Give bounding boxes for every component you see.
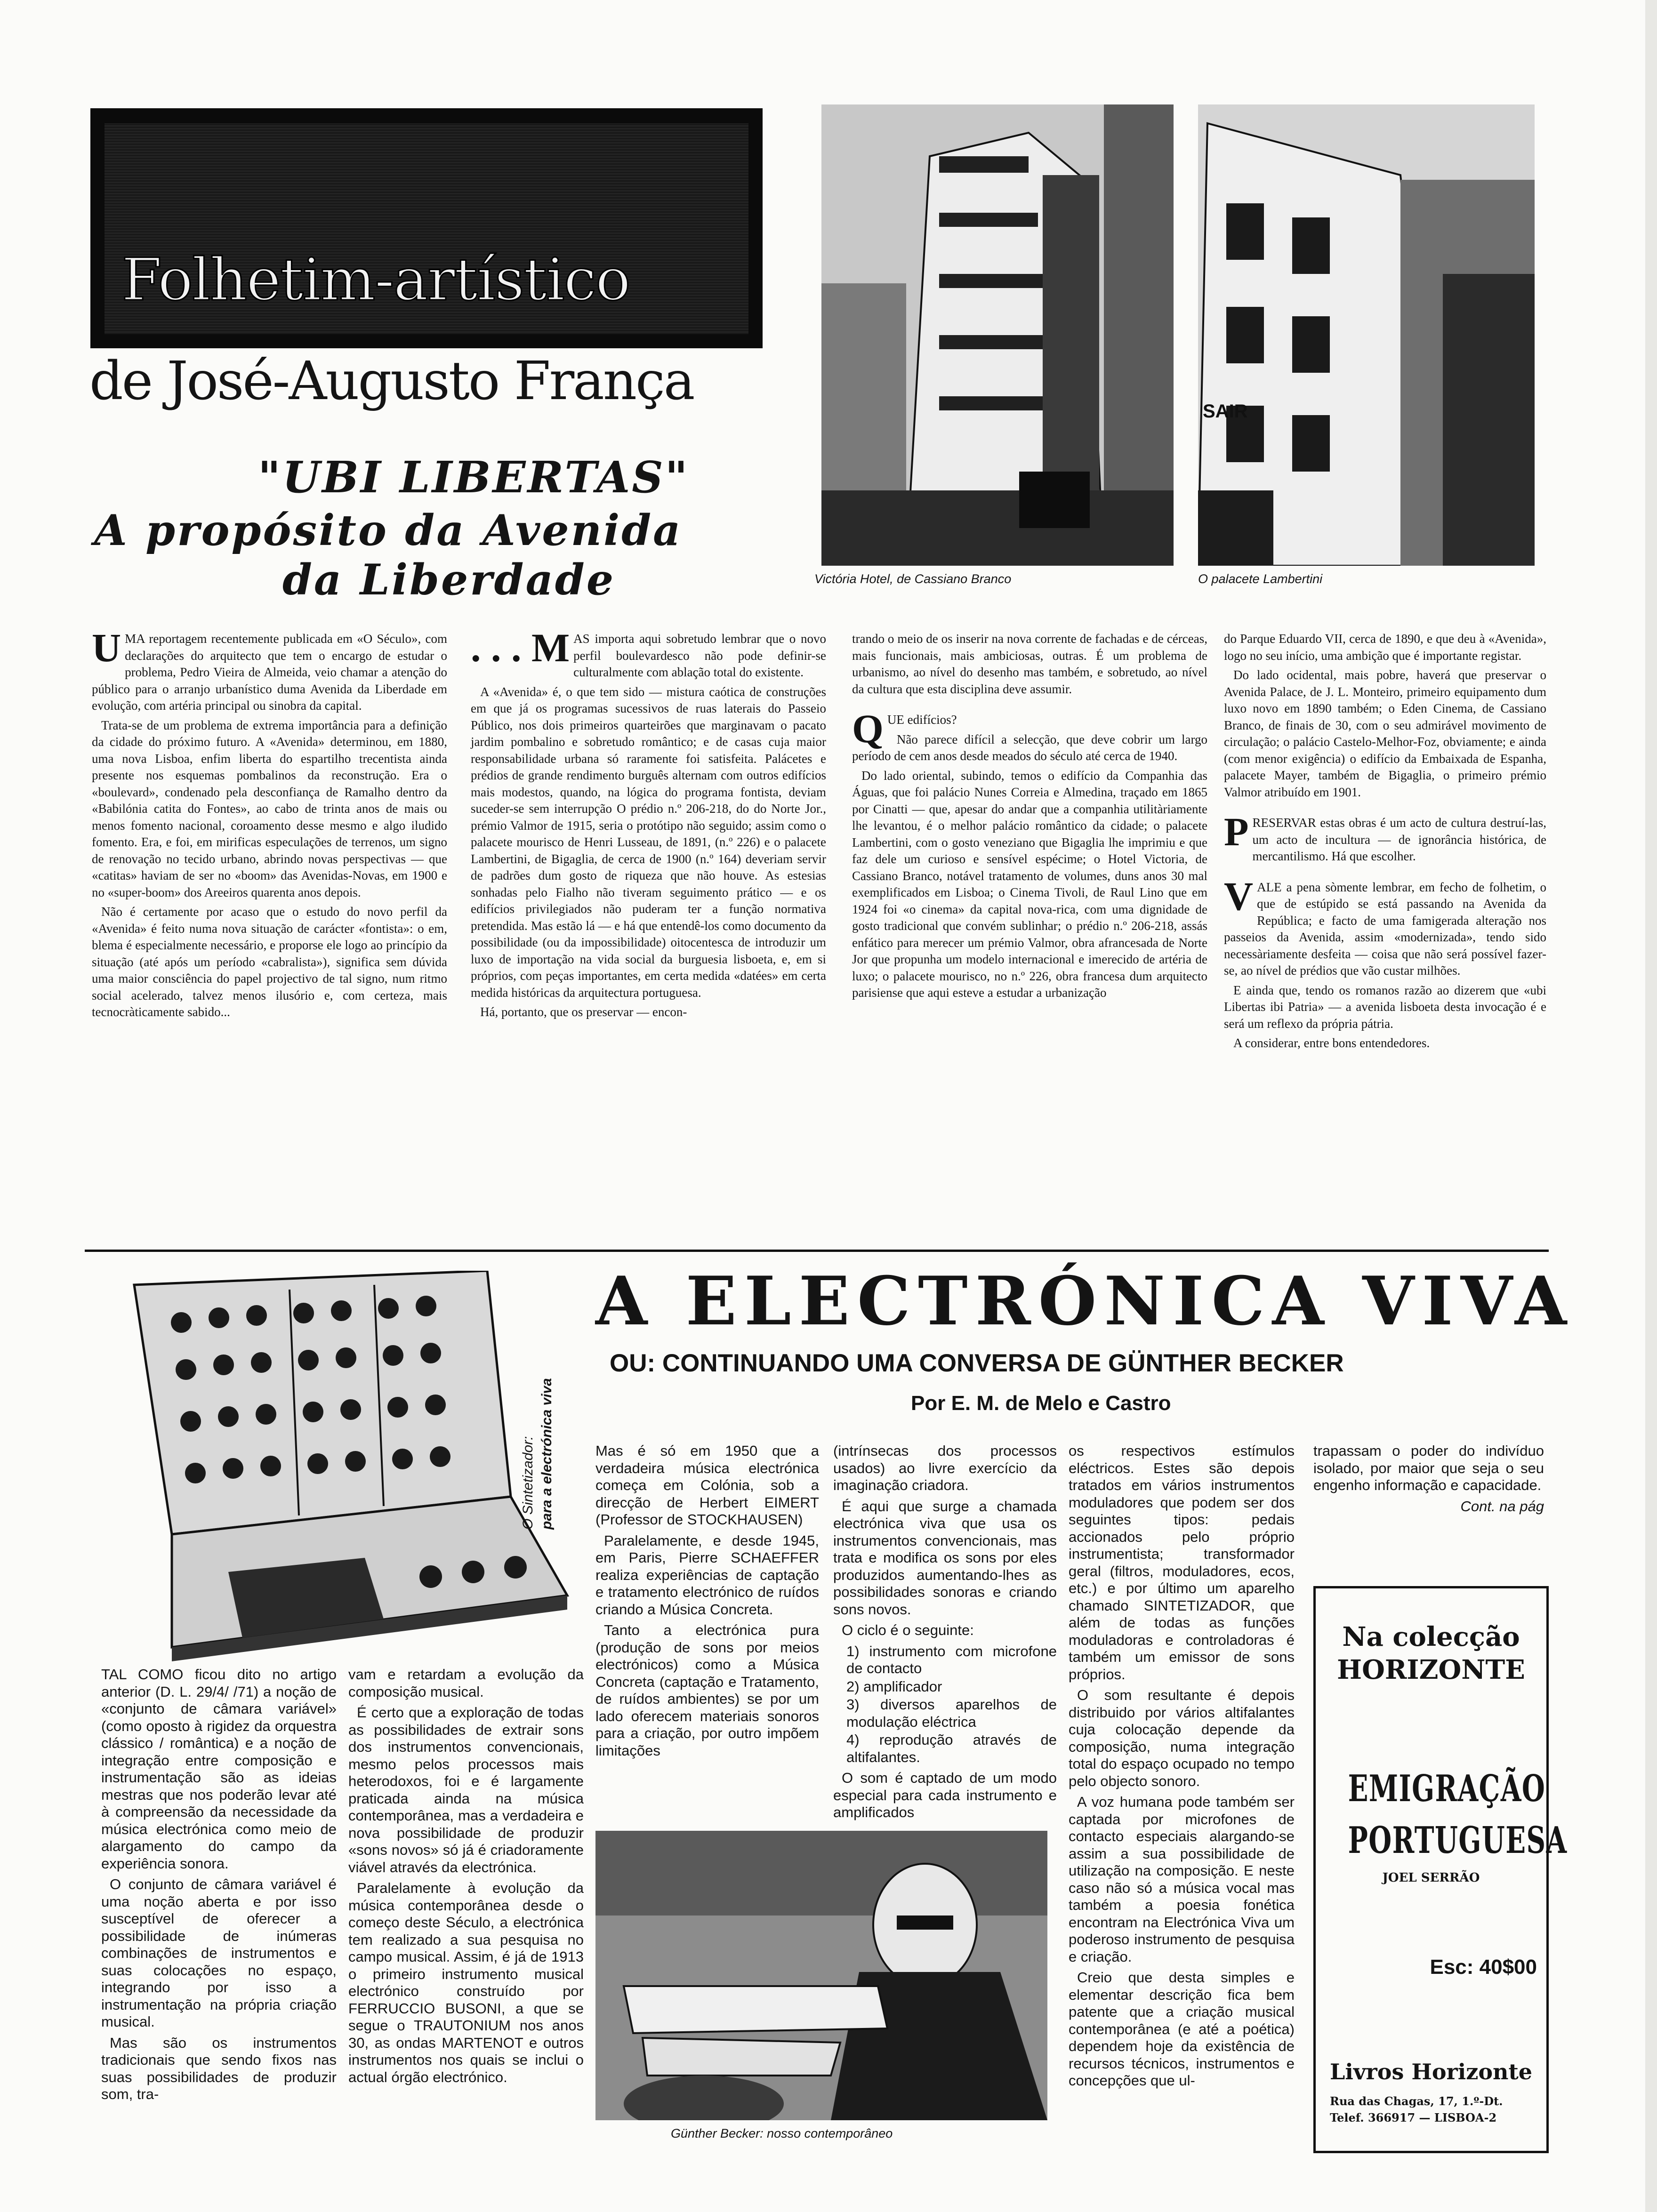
article2-colD-outro: O som é captado de um modo especial para cada instrumento e amplificados: [833, 1770, 1057, 1820]
article1-col4: [1224, 631, 1546, 1055]
article2-colA-para1: TAL COMO ficou dito no artigo anterior (D. L. 29/4/ /71) a noção de «conjunto de câmara variável» (como oposto à rigidez da orquestra clássico / romântica) e a noção de integração entre composição e instrumentação são as ideias mestras que nos poderão levar até à compreensão da necessidade da música electrónica como meio de alargamento do campo da experiência sonora.: [101, 1666, 337, 1872]
ad-phone: Telef. 366917 — LISBOA-2: [1330, 2111, 1497, 2124]
article2-colC-para2: Paralelamente, e desde 1945, em Paris, Pierre SCHAEFFER realiza experiências de captação e tratamento electrónico de ruídos criando a Música Concreta.: [595, 1532, 819, 1618]
palacete-lambertini-photo: [1198, 104, 1535, 566]
dropcap-q: Q: [852, 706, 884, 751]
headline-proposito: A propósito da Avenida: [94, 505, 683, 555]
article2-colB: [348, 1666, 584, 2090]
article2-colE-para2: O som resultante é depois distribuido por vários altifalantes cuja colocação depende da composição, numa integração total do espaço ocupado no tempo pelo objecto sonoro.: [1069, 1687, 1295, 1789]
ad-horizonte: HORIZONTE: [1337, 1654, 1525, 1685]
article2-colE-para1: os respectivos estímulos eléctricos. Estes são depois tratados em vários instrumentos moduladores que podem ser dos seguintes tipos: pedais accionados pelo próprio instrumentista; transformador geral (filtros, moduladores, ecos, etc.) e por último um aparelho chamado SINTETIZADOR, que além de todas as funções moduladoras e controladoras é também um emissor de sons próprios.: [1069, 1443, 1295, 1683]
scan-edge: [1645, 0, 1657, 2212]
gunther-becker-caption: Günther Becker: nosso contemporâneo: [671, 2126, 893, 2140]
ad-author: JOEL SERRÃO: [1382, 1871, 1480, 1885]
article1-col4-para2: Do lado ocidental, mais pobre, haverá que preservar o Avenida Palace, de J. L. Monteiro, primeiro equipamento dum luxo novo em 1890 também; o Eden Cinema, de Cassiano Branco, de finais de 30, com o seu admirável movimento de circulação; o palácio Castelo-Melhor-Foz, obviamente; e ainda (com menor exigência) o edifício da Embaixada de Espanha, palacete Mayer, também de Bigaglia, o primeiro prémio Valmor atribuído em 1901.: [1224, 668, 1546, 799]
article1-col4-para6: A considerar, entre bons entendedores.: [1233, 1036, 1430, 1050]
paragraph: RESERVAR estas obras é um acto de cultura destruí-las, um acto de incultura — de ignorância histórica, de mercantilismo. Há que escolher.: [1252, 816, 1546, 863]
article2-colA-para3: Mas são os instrumentos tradicionais que sendo fixos nas suas possibilidades de produzir som, tra-: [101, 2034, 337, 2102]
electronica-byline: Por E. M. de Melo e Castro: [911, 1392, 1171, 1415]
paragraph: ALE a pena sòmente lembrar, em fecho de folhetim, o que de estúpido se está passando na Avenida da República; e facto de uma famigerada alteração nos passeios da Avenida, assim «modernizada», tendo sido necessàriamente desfeita — coisa que não será possível fazer-se, ao nível de prédios que vão custar milhões.: [1224, 880, 1546, 978]
article2-colE-para4: Creio que desta simples e elementar descrição fica bem patente que a criação musical contemporânea (e até a poética) dependem hoje da existência de recursos técnicos, instrumentos e concepções que ul-: [1069, 1969, 1295, 2089]
article2-colE: [1069, 1443, 1295, 2093]
article2-colB-para1: vam e retardam a evolução da composição musical.: [348, 1666, 584, 1700]
article1-col4-para5: E ainda que, tendo os romanos razão ao dizerem que «ubi Libertas ibi Patria» — a avenida lisboeta desta invocação é e será um reflexo da própria pátria.: [1224, 983, 1546, 1031]
sair-sign: SAIR: [1203, 401, 1248, 422]
article2-colC-para3: Tanto a electrónica pura (produção de sons por meios electrónicos) como a Música Concreta (captação e Tratamento, de ruídos ambientes) se por um lado oferecem materiais sonoros para a criação, por outro impõem limitações: [595, 1622, 819, 1759]
article1-col4-top: do Parque Eduardo VII, cerca de 1890, e que deu à «Avenida», logo no seu início, uma ambição que é importante registar.: [1224, 632, 1546, 663]
article2-colF: [1313, 1443, 1544, 1519]
article2-colA-para2: O conjunto de câmara variável é uma noção aberta e por isso susceptível de oferecer a possibilidade de inúmeras combinações de instrumentos e suas colocações no espaço, integrando por isso a instrumentação na própria criação musical.: [101, 1876, 337, 2030]
article1-col4-para3: [1224, 809, 1546, 865]
dropcap-v: V: [1224, 873, 1254, 919]
paragraph: AS importa aqui sobretudo lembrar que o novo perfil boulevardesco não pode definir-se culturalmente com ablação total do existente.: [573, 632, 826, 679]
article2-colB-para3: Paralelamente à evolução da música contemporânea desde o começo deste Século, a electrónica tem realizado a sua pesquisa no campo musical. Assim, é já de 1913 o primeiro instrumento musical electrónico construído por FERRUCCIO BUSONI, a que se segue o TRAUTONIUM nos anos 30, as ondas MARTENOT e outros instrumentos nos quais se inclui o actual órgão electrónico.: [348, 1880, 584, 2085]
ad-address: Rua das Chagas, 17, 1.º-Dt.: [1330, 2094, 1503, 2108]
horizonte-ad: [1313, 1586, 1568, 2153]
article2-colD: [833, 1443, 1057, 1825]
cycle-item: 2) amplificador: [846, 1678, 942, 1695]
author-line: de José-Augusto França: [89, 351, 694, 412]
ad-publisher: Livros Horizonte: [1330, 2059, 1532, 2084]
article2-colF-para1: trapassam o poder do indivíduo isolado, por maior que seja o seu engenho informação e capacidade.: [1313, 1443, 1544, 1493]
dropcap-m: . . . M: [471, 625, 570, 670]
article1-col3-para1: Não parece difícil a selecção, que deve cobrir um largo período de cem anos desde meados do século até cerca de 1940.: [852, 732, 1207, 763]
synth-caption-line2: para a electrónica viva: [539, 1378, 555, 1530]
synthesizer-drawing: [101, 1271, 577, 1661]
palacete-lambertini-drawing: [1198, 104, 1535, 566]
article2-colC: [595, 1443, 819, 1763]
article1-col2-para3: Há, portanto, que os preservar — encon-: [480, 1005, 687, 1019]
section-divider: [85, 1250, 1549, 1252]
article2-colB-para2: É certo que a exploração de todas as possibilidades de extrair sons dos instrumentos convencionais, mesmo pelos processos mais heterodoxos, foi e é largamente praticada ainda na música contemporânea, mas a verdadeira e nova possibilidade de produzir «sons novos» só já é criadoramente viável através da electrónica.: [348, 1704, 584, 1875]
ad-collection: Na colecção: [1342, 1621, 1520, 1652]
article1-col1: [92, 625, 447, 1024]
article1-col3-top: trando o meio de os inserir na nova corrente de fachadas e de cérceas, mais funcionais, mais ambiciosas, outras. É um problema de urbanismo, ao nível do desenho mas também, e sobretudo, ao nível da cultura que esta disciplina deve assumir.: [852, 632, 1207, 696]
electronica-title: A ELECTRÓNICA VIVA: [595, 1262, 1575, 1340]
article1-col3-para2: Do lado oriental, subindo, temos o edifício da Companhia das Águas, que foi palácio Nunes Correia e Almedina, traçado em 1865 por Cinatti — que, apesar do andar que a companhia utilitàriamente lhe levantou, é o melhor palácio romântico da cidade; o palacete Lambertini, com o gosto veneziano que Bigaglia lhe imprimiu e que faz dele um curioso e sensível espécime; o Hotel Victoria, de Cassiano Branco, notável tratamento de volumes, duns anos 30 mal exemplificados em Lisboa; o Cinema Tivoli, de Raul Lino que em 1924 foi «o cinema» da capital nova-rica, com uma dignidade de gosto tradicional que convém sublinhar; o prédio n.º 206-218, assás enfático para merecer um prémio Valmor, obra afrancesada de Norte Jor que propunha um modelo internacional e imerecido de artéria de luxo; o palacete mourisco, no n.º 226, obra francesa dum arquitecto parisiense que aqui esteve a estudar a urbanização: [852, 768, 1207, 1000]
palacete-lambertini-caption: O palacete Lambertini: [1198, 572, 1323, 586]
subhead-text: UE edifícios?: [887, 713, 957, 727]
article1-col3: [852, 631, 1207, 1004]
article1-col1-para3: Não é certamente por acaso que o estudo do novo perfil da «Avenida» é feito numa nova situação de carácter «fontista»: o em, blema é especialmente necessário, e proporse ele logo ao princípio da situação (até após um período «cabralista»), significa sem dúvida uma maior consciência do papel projectivo de tal signo, num ritmo social acelerado, talvez menos ilusório e, com certeza, mais tecnocràticamente sabido...: [92, 905, 447, 1019]
ad-emigracao: EMIGRAÇÃO: [1348, 1767, 1546, 1810]
cycle-item: 3) diversos aparelhos de modulação eléctrica: [846, 1696, 1057, 1730]
cycle-item: 1) instrumento com microfone de contacto: [846, 1643, 1057, 1676]
victoria-hotel-caption: Victória Hotel, de Cassiano Branco: [814, 572, 1012, 586]
article1-col1-para1: [92, 625, 447, 714]
victoria-hotel-photo: [821, 104, 1174, 566]
article1-col2-para1: [471, 625, 826, 681]
article2-colD-para2: É aqui que surge a chamada electrónica viva que usa os instrumentos convencionais, mas trata e modifica os sons por eles produzidos aumentando-lhes as possibilidades sonoras e criando sons novos.: [833, 1498, 1057, 1618]
article1-col4-para4: [1224, 873, 1546, 979]
gunther-becker-drawing: [595, 1831, 1047, 2120]
ad-price: Esc: 40$00: [1430, 1956, 1537, 1979]
gunther-becker-photo: [595, 1831, 1047, 2120]
dropcap-p: P: [1224, 809, 1249, 854]
article2-colD-para3: O ciclo é o seguinte:: [842, 1622, 974, 1638]
article1-col2-para2: A «Avenida» é, o que tem sido — mistura caótica de construções em que já os programas sucessivos de ruas laterais do Passeio Público, nos dois primeiros quarteirões que marginavam o pacato jardim pombalino e sobretudo romântico; e de casas cuja maior responsabilidade urbana só raramente foi satisfeita. Palácetes e prédios de grande rendimento burguês alternam com outros edifícios mais modestos, quando, na lógica do programa fontista, deviam suceder-se sem interrupção O prédio n.º 206-218, do do Norte Jor., prémio Valmor de 1915, seria o protótipo não seguido; assim como o palacete mourisco de Henri Lusseau, de 1891, (n.º 226) e o palacete Lambertini, de Bigaglia, de cerca de 1900 (n.º 164) deveriam servir de padrões dum gosto de riqueza que não houve. As estesias sonhadas pelo Fialho não tiveram seguimento prático — e os edifícios privilegiados não puderam ter a função normativa pretendida. Mas estão lá — e há que entendê-los como documento da possibilidade (ou da impossibilidade) oitocentesca de introduzir um luxo de importação na vida social da burguesia lisboeta, e, em si próprios, com peças importantes, em certa medida «datées» em certa medida históricas da arquitectura portuguesa.: [471, 684, 826, 1000]
ad-portuguesa: PORTUGUESA: [1348, 1819, 1568, 1862]
synth-caption: [506, 1285, 563, 1530]
folhetim-title: Folhetim-artístico: [121, 246, 630, 314]
continued-note: Cont. na pág: [1460, 1498, 1544, 1515]
article2-colC-para1: Mas é só em 1950 que a verdadeira música electrónica começa em Colónia, sob a direcção de Herbert EIMERT (Professor de STOCKHAUSEN): [595, 1443, 819, 1528]
headline-ubi: "UBI LIBERTAS": [258, 452, 690, 503]
article1-col1-para2: Trata-se de um problema de extrema importância para a definição da cidade do próximo futuro. A «Avenida» determinou, em 1880, uma nova Lisboa, enfim liberta do espartilho trecentista ainda presente nos esquemas pombalinos da reconstrução. Era o «boulevard», condenado pela desconfiança de Ramalho dentro da «Babilónia catita do Fontes», ao cabo de trinta anos de mais ou menos fomento nacional, coroamento desse mesmo e algo iludido fomento. Era, e foi, em mirificas especulações de terrenos, um signo de renovação no tecido urbano, abrindo novas perspectivas — que «catitas» haviam de ser no «boom» das Avenidas-Novas, em 1900 e no «super-boom» dos Areeiros quarenta anos depois.: [92, 718, 447, 899]
dropcap-u: U: [92, 625, 121, 670]
article2-colA: [101, 1666, 337, 2107]
victoria-hotel-drawing: [821, 104, 1174, 566]
headline-liberdade: da Liberdade: [282, 555, 616, 605]
synth-caption-line1: O Sintetizador:: [520, 1436, 536, 1530]
cycle-list: [833, 1643, 1057, 1766]
article2-colE-para3: A voz humana pode também ser captada por microfones de contacto especiais alargando-se assim a sua possibilidade de utilização na composição. E neste caso não só a música vocal mas também a poesia fonética encontram na Electrónica Viva um poderoso instrumento de pesquisa e criação.: [1069, 1794, 1295, 1965]
electronica-subtitle: OU: CONTINUANDO UMA CONVERSA DE GÜNTHER BECKER: [610, 1349, 1344, 1377]
cycle-item: 4) reprodução através de altifalantes.: [846, 1731, 1057, 1765]
paragraph: MA reportagem recentemente publicada em «O Século», com declarações do arquitecto que tem o encargo de estudar o problema, Pedro Vieira de Almeida, veio chamar a atenção do público para o arranjo urbanístico duma Avenida da Liberdade em evolução, com artéria principal ou sinobra da capital.: [92, 632, 447, 713]
synthesizer-photo: [101, 1271, 577, 1661]
article2-colD-para1: (intrínsecas dos processos usados) ao livre exercício da imaginação criadora.: [833, 1443, 1057, 1493]
article1-col2: [471, 625, 826, 1024]
